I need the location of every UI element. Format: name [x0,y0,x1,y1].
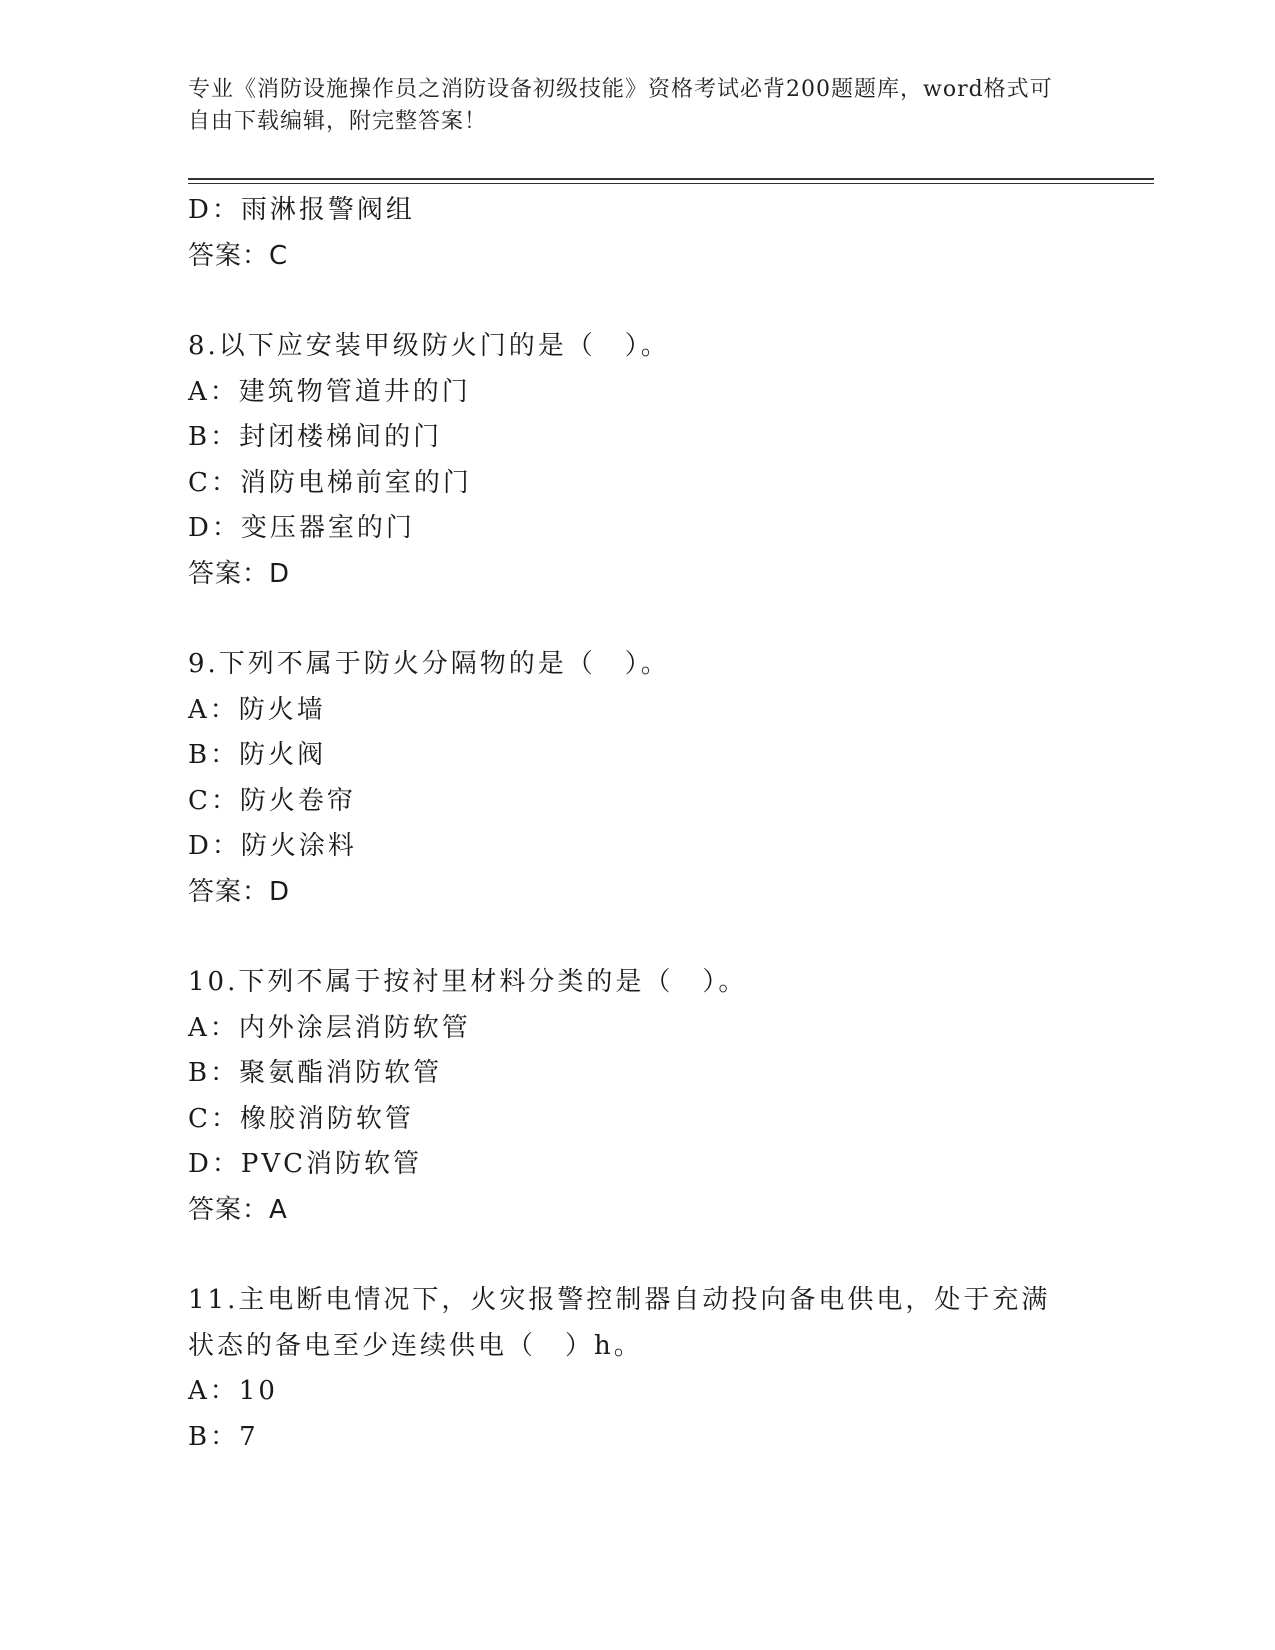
spacer [188,915,1108,960]
option-c: C：防火卷帘 [188,785,356,816]
option-c: C：橡胶消防软管 [188,1103,414,1134]
spacer [188,597,1108,642]
question-list [188,188,1108,1460]
document-header: 专业《消防设施操作员之消防设备初级技能》资格考试必背200题题库，word格式可自由下载编辑，附完整答案！ [188,77,1053,134]
question-stem: 11.主电断电情况下，火灾报警控制器自动投向备电供电，处于充满状态的备电至少连续供电（ ）h。 [188,1285,1051,1361]
continued-answer: 答案：C [188,240,289,271]
answer: 答案：D [188,876,291,907]
option-b: B：封闭楼梯间的门 [188,422,443,452]
answer: 答案：D [188,558,291,589]
option-c: C：消防电梯前室的门 [188,467,472,498]
option-a: A：建筑物管道井的门 [188,376,471,407]
question-8 [188,324,1108,597]
spacer [188,1233,1108,1278]
question-stem: 10.下列不属于按衬里材料分类的是（ ）。 [188,967,748,997]
header-divider-thin [188,183,1154,184]
question-stem: 9.下列不属于防火分隔物的是（ ）。 [188,649,670,679]
option-a: A：内外涂层消防软管 [188,1012,471,1043]
option-b: B：聚氨酯消防软管 [188,1058,443,1088]
question-stem: 8.以下应安装甲级防火门的是（ ）。 [188,331,670,361]
answer: 答案：A [188,1194,288,1225]
option-b: B：7 [188,1421,259,1452]
continued-option-d: D：雨淋报警阀组 [188,195,415,225]
question-11 [188,1278,1108,1460]
spacer [188,279,1108,324]
option-d: D：PVC消防软管 [188,1149,423,1179]
header-divider-thick [188,178,1154,180]
option-b: B：防火阀 [188,740,327,770]
option-d: D：防火涂料 [188,831,357,861]
option-a: A：防火墙 [188,694,326,725]
question-10 [188,960,1108,1233]
option-a: A：10 [188,1376,278,1406]
question-9 [188,642,1108,915]
option-d: D：变压器室的门 [188,513,415,543]
